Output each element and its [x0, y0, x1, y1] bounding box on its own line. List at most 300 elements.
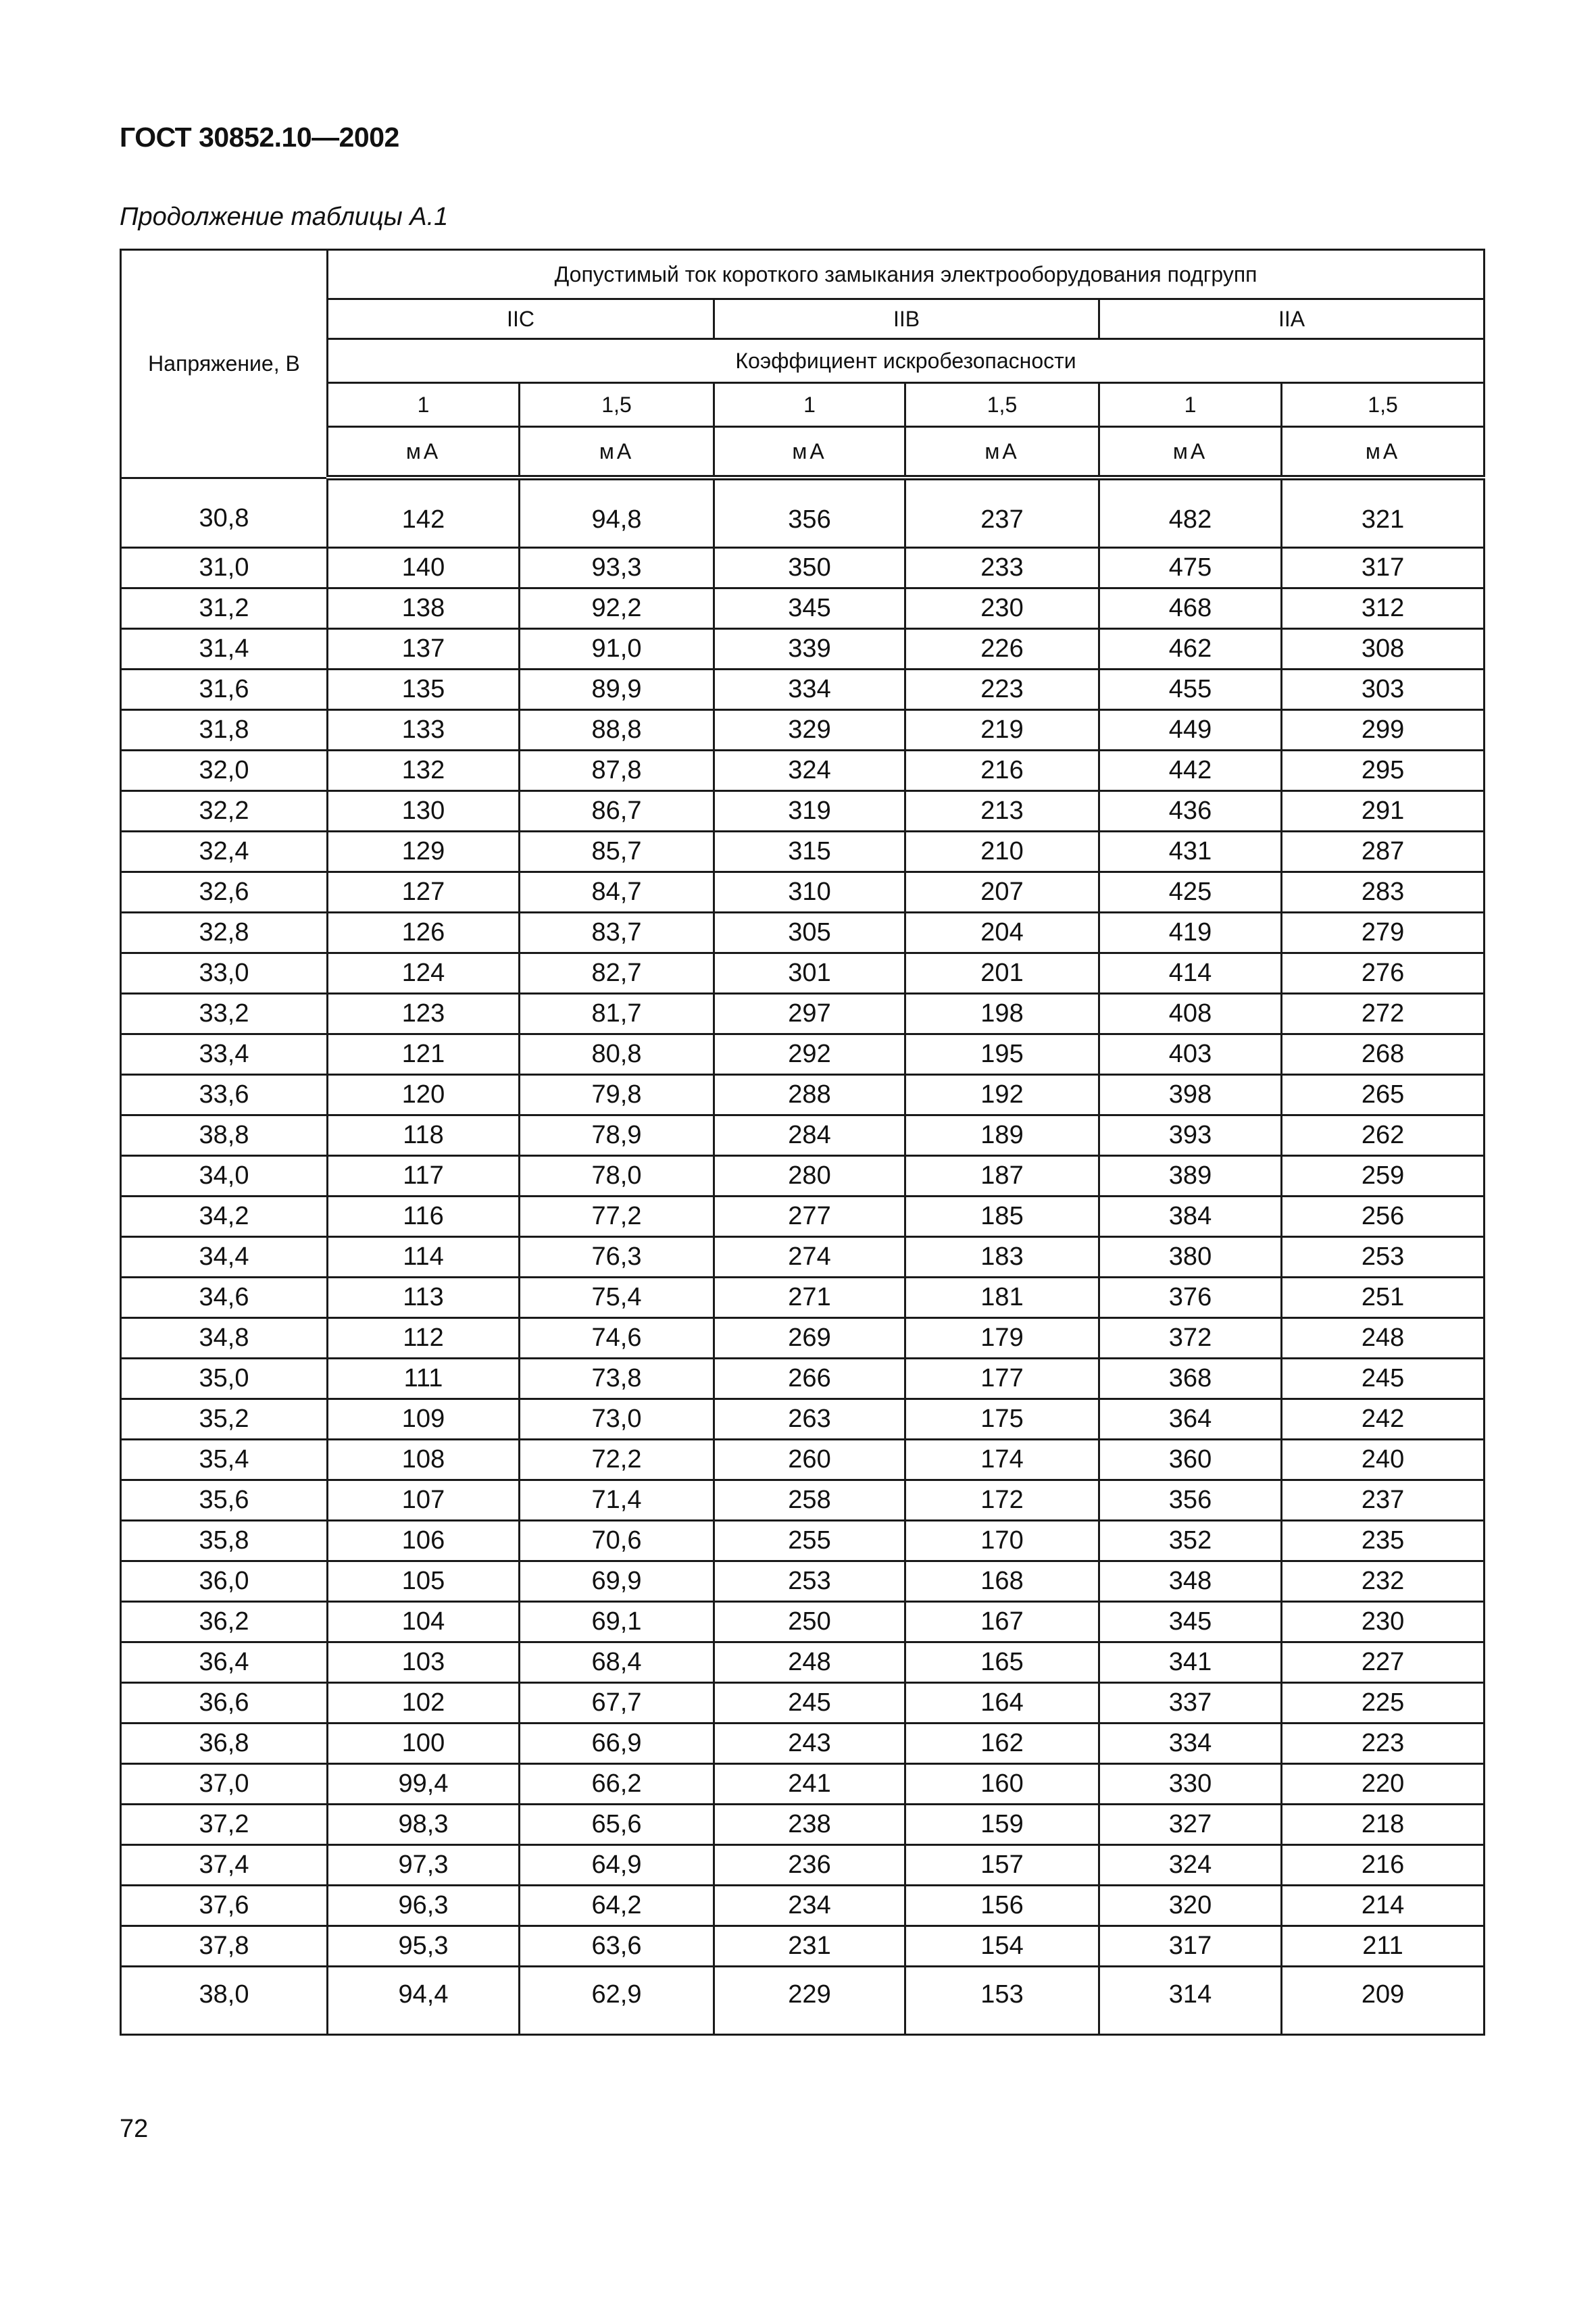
current-cell: 107 [328, 1480, 520, 1521]
current-cell: 68,4 [520, 1642, 714, 1683]
current-cell: 153 [905, 1967, 1099, 2035]
current-cell: 425 [1099, 872, 1282, 913]
current-cell: 185 [905, 1197, 1099, 1237]
current-cell: 121 [328, 1034, 520, 1075]
current-cell: 213 [905, 791, 1099, 832]
table-row [121, 478, 1485, 548]
current-cell: 230 [1282, 1602, 1485, 1642]
table-row [121, 751, 1485, 791]
voltage-cell: 34,6 [121, 1278, 328, 1318]
current-cell: 195 [905, 1034, 1099, 1075]
current-cell: 389 [1099, 1156, 1282, 1197]
current-cell: 449 [1099, 710, 1282, 751]
voltage-cell: 37,6 [121, 1886, 328, 1926]
current-cell: 66,9 [520, 1724, 714, 1764]
current-cell: 269 [714, 1318, 905, 1359]
current-cell: 303 [1282, 670, 1485, 710]
current-cell: 69,9 [520, 1561, 714, 1602]
voltage-cell: 38,8 [121, 1115, 328, 1156]
voltage-cell: 33,4 [121, 1034, 328, 1075]
voltage-header: Напряжение, В [121, 250, 328, 478]
current-cell: 284 [714, 1115, 905, 1156]
voltage-cell: 37,4 [121, 1845, 328, 1886]
current-cell: 214 [1282, 1886, 1485, 1926]
current-cell: 207 [905, 872, 1099, 913]
voltage-cell: 34,0 [121, 1156, 328, 1197]
current-cell: 117 [328, 1156, 520, 1197]
current-cell: 308 [1282, 629, 1485, 670]
current-cell: 352 [1099, 1521, 1282, 1561]
current-cell: 276 [1282, 953, 1485, 994]
voltage-cell: 33,0 [121, 953, 328, 994]
voltage-cell: 32,8 [121, 913, 328, 953]
table-row [121, 832, 1485, 872]
current-cell: 93,3 [520, 548, 714, 588]
current-cell: 265 [1282, 1075, 1485, 1115]
table-row [121, 1926, 1485, 1967]
current-cell: 64,2 [520, 1886, 714, 1926]
voltage-cell: 36,2 [121, 1602, 328, 1642]
current-cell: 120 [328, 1075, 520, 1115]
current-cell: 248 [714, 1642, 905, 1683]
current-cell: 168 [905, 1561, 1099, 1602]
current-cell: 65,6 [520, 1805, 714, 1845]
current-cell: 345 [714, 588, 905, 629]
unit-cell: мА [328, 427, 520, 478]
current-cell: 165 [905, 1642, 1099, 1683]
current-cell: 475 [1099, 548, 1282, 588]
voltage-cell: 38,0 [121, 1967, 328, 2035]
current-cell: 209 [1282, 1967, 1485, 2035]
current-cell: 73,0 [520, 1399, 714, 1440]
current-cell: 339 [714, 629, 905, 670]
table-row [121, 1724, 1485, 1764]
current-cell: 380 [1099, 1237, 1282, 1278]
voltage-cell: 34,2 [121, 1197, 328, 1237]
current-cell: 229 [714, 1967, 905, 2035]
data-table [120, 249, 1485, 2036]
current-cell: 482 [1099, 478, 1282, 548]
coefficient-cell: 1 [714, 383, 905, 427]
current-cell: 231 [714, 1926, 905, 1967]
current-cell: 364 [1099, 1399, 1282, 1440]
current-cell: 251 [1282, 1278, 1485, 1318]
current-cell: 172 [905, 1480, 1099, 1521]
current-cell: 368 [1099, 1359, 1282, 1399]
current-cell: 201 [905, 953, 1099, 994]
current-cell: 220 [1282, 1764, 1485, 1805]
current-cell: 76,3 [520, 1237, 714, 1278]
current-cell: 70,6 [520, 1521, 714, 1561]
table-row [121, 1237, 1485, 1278]
current-cell: 84,7 [520, 872, 714, 913]
current-cell: 245 [1282, 1359, 1485, 1399]
current-cell: 100 [328, 1724, 520, 1764]
current-cell: 89,9 [520, 670, 714, 710]
current-cell: 263 [714, 1399, 905, 1440]
current-cell: 74,6 [520, 1318, 714, 1359]
voltage-cell: 31,0 [121, 548, 328, 588]
current-cell: 334 [714, 670, 905, 710]
current-cell: 164 [905, 1683, 1099, 1724]
voltage-cell: 35,2 [121, 1399, 328, 1440]
current-cell: 398 [1099, 1075, 1282, 1115]
current-cell: 324 [714, 751, 905, 791]
current-cell: 384 [1099, 1197, 1282, 1237]
document-code: ГОСТ 30852.10—2002 [120, 122, 399, 153]
unit-cell: мА [714, 427, 905, 478]
current-cell: 376 [1099, 1278, 1282, 1318]
voltage-cell: 31,2 [121, 588, 328, 629]
current-cell: 243 [714, 1724, 905, 1764]
current-cell: 160 [905, 1764, 1099, 1805]
current-cell: 211 [1282, 1926, 1485, 1967]
voltage-cell: 32,0 [121, 751, 328, 791]
current-cell: 455 [1099, 670, 1282, 710]
current-cell: 177 [905, 1359, 1099, 1399]
current-cell: 348 [1099, 1561, 1282, 1602]
current-cell: 198 [905, 994, 1099, 1034]
current-cell: 419 [1099, 913, 1282, 953]
table-row [121, 548, 1485, 588]
current-cell: 219 [905, 710, 1099, 751]
table-row [121, 1602, 1485, 1642]
table-row [121, 1156, 1485, 1197]
table-row [121, 1359, 1485, 1399]
subgroup-header: IIC [328, 299, 714, 339]
current-cell: 114 [328, 1237, 520, 1278]
current-cell: 280 [714, 1156, 905, 1197]
current-cell: 238 [714, 1805, 905, 1845]
table-row [121, 1440, 1485, 1480]
coefficient-cell: 1,5 [1282, 383, 1485, 427]
current-cell: 403 [1099, 1034, 1282, 1075]
current-cell: 111 [328, 1359, 520, 1399]
current-cell: 175 [905, 1399, 1099, 1440]
table-row [121, 791, 1485, 832]
current-cell: 86,7 [520, 791, 714, 832]
data-table-container [120, 249, 1483, 2036]
current-cell: 312 [1282, 588, 1485, 629]
voltage-cell: 35,4 [121, 1440, 328, 1480]
current-cell: 341 [1099, 1642, 1282, 1683]
current-cell: 277 [714, 1197, 905, 1237]
current-cell: 218 [1282, 1805, 1485, 1845]
current-cell: 310 [714, 872, 905, 913]
table-row [121, 670, 1485, 710]
voltage-cell: 34,8 [121, 1318, 328, 1359]
current-cell: 462 [1099, 629, 1282, 670]
table-row [121, 1197, 1485, 1237]
current-cell: 170 [905, 1521, 1099, 1561]
voltage-cell: 31,4 [121, 629, 328, 670]
current-cell: 88,8 [520, 710, 714, 751]
current-cell: 103 [328, 1642, 520, 1683]
current-cell: 181 [905, 1278, 1099, 1318]
voltage-cell: 36,8 [121, 1724, 328, 1764]
current-cell: 253 [1282, 1237, 1485, 1278]
current-cell: 327 [1099, 1805, 1282, 1845]
current-cell: 442 [1099, 751, 1282, 791]
current-cell: 91,0 [520, 629, 714, 670]
table-row [121, 1115, 1485, 1156]
current-cell: 97,3 [328, 1845, 520, 1886]
current-cell: 112 [328, 1318, 520, 1359]
current-cell: 301 [714, 953, 905, 994]
current-cell: 320 [1099, 1886, 1282, 1926]
unit-cell: мА [1282, 427, 1485, 478]
current-cell: 232 [1282, 1561, 1485, 1602]
current-cell: 253 [714, 1561, 905, 1602]
current-cell: 124 [328, 953, 520, 994]
voltage-cell: 36,6 [121, 1683, 328, 1724]
current-cell: 242 [1282, 1399, 1485, 1440]
table-row [121, 1886, 1485, 1926]
voltage-cell: 33,6 [121, 1075, 328, 1115]
table-row [121, 1034, 1485, 1075]
coefficient-cell: 1,5 [520, 383, 714, 427]
table-row [121, 1967, 1485, 2035]
table-row [121, 1480, 1485, 1521]
current-cell: 324 [1099, 1845, 1282, 1886]
current-cell: 236 [714, 1845, 905, 1886]
current-cell: 157 [905, 1845, 1099, 1886]
current-cell: 210 [905, 832, 1099, 872]
current-cell: 189 [905, 1115, 1099, 1156]
current-cell: 274 [714, 1237, 905, 1278]
current-cell: 106 [328, 1521, 520, 1561]
table-row [121, 710, 1485, 751]
current-cell: 98,3 [328, 1805, 520, 1845]
current-cell: 132 [328, 751, 520, 791]
table-row [121, 1845, 1485, 1886]
current-cell: 192 [905, 1075, 1099, 1115]
current-cell: 95,3 [328, 1926, 520, 1967]
table-row [121, 953, 1485, 994]
current-cell: 258 [714, 1480, 905, 1521]
current-cell: 87,8 [520, 751, 714, 791]
table-row [121, 872, 1485, 913]
table-row [121, 588, 1485, 629]
voltage-cell: 35,6 [121, 1480, 328, 1521]
current-cell: 468 [1099, 588, 1282, 629]
current-cell: 127 [328, 872, 520, 913]
current-cell: 297 [714, 994, 905, 1034]
current-cell: 259 [1282, 1156, 1485, 1197]
current-cell: 279 [1282, 913, 1485, 953]
table-row [121, 1805, 1485, 1845]
current-cell: 240 [1282, 1440, 1485, 1480]
coefficient-cell: 1,5 [905, 383, 1099, 427]
current-cell: 154 [905, 1926, 1099, 1967]
table-row [121, 913, 1485, 953]
table-row [121, 629, 1485, 670]
current-cell: 256 [1282, 1197, 1485, 1237]
current-cell: 287 [1282, 832, 1485, 872]
current-cell: 80,8 [520, 1034, 714, 1075]
current-cell: 292 [714, 1034, 905, 1075]
current-cell: 436 [1099, 791, 1282, 832]
current-cell: 183 [905, 1237, 1099, 1278]
current-cell: 138 [328, 588, 520, 629]
table-row [121, 1642, 1485, 1683]
current-cell: 75,4 [520, 1278, 714, 1318]
current-cell: 315 [714, 832, 905, 872]
current-cell: 85,7 [520, 832, 714, 872]
current-cell: 102 [328, 1683, 520, 1724]
current-cell: 235 [1282, 1521, 1485, 1561]
current-cell: 283 [1282, 872, 1485, 913]
current-cell: 334 [1099, 1724, 1282, 1764]
voltage-cell: 33,2 [121, 994, 328, 1034]
current-cell: 431 [1099, 832, 1282, 872]
current-cell: 330 [1099, 1764, 1282, 1805]
current-cell: 345 [1099, 1602, 1282, 1642]
current-cell: 295 [1282, 751, 1485, 791]
current-cell: 227 [1282, 1642, 1485, 1683]
voltage-cell: 37,8 [121, 1926, 328, 1967]
current-cell: 317 [1099, 1926, 1282, 1967]
current-cell: 187 [905, 1156, 1099, 1197]
current-cell: 104 [328, 1602, 520, 1642]
current-cell: 288 [714, 1075, 905, 1115]
voltage-cell: 31,6 [121, 670, 328, 710]
current-cell: 237 [905, 478, 1099, 548]
current-cell: 96,3 [328, 1886, 520, 1926]
current-cell: 329 [714, 710, 905, 751]
current-header: Допустимый ток короткого замыкания электрооборудования подгрупп [328, 250, 1485, 299]
current-cell: 81,7 [520, 994, 714, 1034]
current-cell: 356 [1099, 1480, 1282, 1521]
table-header [121, 250, 1485, 478]
current-cell: 94,8 [520, 478, 714, 548]
unit-cell: мА [520, 427, 714, 478]
current-cell: 62,9 [520, 1967, 714, 2035]
current-cell: 77,2 [520, 1197, 714, 1237]
current-cell: 78,9 [520, 1115, 714, 1156]
current-cell: 223 [905, 670, 1099, 710]
current-cell: 372 [1099, 1318, 1282, 1359]
current-cell: 63,6 [520, 1926, 714, 1967]
coefficient-cell: 1 [328, 383, 520, 427]
current-cell: 237 [1282, 1480, 1485, 1521]
current-cell: 356 [714, 478, 905, 548]
current-cell: 113 [328, 1278, 520, 1318]
current-cell: 414 [1099, 953, 1282, 994]
table-row [121, 1075, 1485, 1115]
voltage-cell: 34,4 [121, 1237, 328, 1278]
current-cell: 223 [1282, 1724, 1485, 1764]
current-cell: 241 [714, 1764, 905, 1805]
table-row [121, 1278, 1485, 1318]
current-cell: 140 [328, 548, 520, 588]
table-row [121, 1561, 1485, 1602]
current-cell: 337 [1099, 1683, 1282, 1724]
current-cell: 248 [1282, 1318, 1485, 1359]
current-cell: 234 [714, 1886, 905, 1926]
current-cell: 72,2 [520, 1440, 714, 1480]
current-cell: 291 [1282, 791, 1485, 832]
current-cell: 156 [905, 1886, 1099, 1926]
current-cell: 262 [1282, 1115, 1485, 1156]
current-cell: 350 [714, 548, 905, 588]
current-cell: 271 [714, 1278, 905, 1318]
page-number: 72 [120, 2115, 149, 2143]
voltage-cell: 30,8 [121, 478, 328, 548]
current-cell: 408 [1099, 994, 1282, 1034]
current-cell: 79,8 [520, 1075, 714, 1115]
current-cell: 108 [328, 1440, 520, 1480]
voltage-cell: 31,8 [121, 710, 328, 751]
voltage-cell: 36,0 [121, 1561, 328, 1602]
current-cell: 393 [1099, 1115, 1282, 1156]
current-cell: 266 [714, 1359, 905, 1399]
unit-cell: мА [905, 427, 1099, 478]
current-cell: 272 [1282, 994, 1485, 1034]
current-cell: 105 [328, 1561, 520, 1602]
current-cell: 123 [328, 994, 520, 1034]
table-row [121, 1318, 1485, 1359]
table-row [121, 1683, 1485, 1724]
current-cell: 174 [905, 1440, 1099, 1480]
current-cell: 92,2 [520, 588, 714, 629]
subgroup-header: IIB [714, 299, 1099, 339]
current-cell: 130 [328, 791, 520, 832]
table-row [121, 994, 1485, 1034]
unit-cell: мА [1099, 427, 1282, 478]
current-cell: 216 [1282, 1845, 1485, 1886]
current-cell: 299 [1282, 710, 1485, 751]
voltage-cell: 32,2 [121, 791, 328, 832]
current-cell: 129 [328, 832, 520, 872]
current-cell: 216 [905, 751, 1099, 791]
voltage-cell: 35,8 [121, 1521, 328, 1561]
current-cell: 137 [328, 629, 520, 670]
current-cell: 233 [905, 548, 1099, 588]
current-cell: 230 [905, 588, 1099, 629]
current-cell: 360 [1099, 1440, 1282, 1480]
current-cell: 159 [905, 1805, 1099, 1845]
current-cell: 69,1 [520, 1602, 714, 1642]
current-cell: 135 [328, 670, 520, 710]
current-cell: 71,4 [520, 1480, 714, 1521]
coefficient-header: Коэффициент искробезопасности [328, 339, 1485, 383]
voltage-cell: 35,0 [121, 1359, 328, 1399]
voltage-cell: 32,6 [121, 872, 328, 913]
voltage-cell: 37,0 [121, 1764, 328, 1805]
current-cell: 142 [328, 478, 520, 548]
current-cell: 126 [328, 913, 520, 953]
table-row [121, 1764, 1485, 1805]
current-cell: 305 [714, 913, 905, 953]
current-cell: 162 [905, 1724, 1099, 1764]
current-cell: 260 [714, 1440, 905, 1480]
current-cell: 94,4 [328, 1967, 520, 2035]
current-cell: 118 [328, 1115, 520, 1156]
current-cell: 67,7 [520, 1683, 714, 1724]
table-row [121, 1521, 1485, 1561]
current-cell: 109 [328, 1399, 520, 1440]
current-cell: 82,7 [520, 953, 714, 994]
voltage-cell: 37,2 [121, 1805, 328, 1845]
current-cell: 250 [714, 1602, 905, 1642]
current-cell: 99,4 [328, 1764, 520, 1805]
current-cell: 116 [328, 1197, 520, 1237]
current-cell: 204 [905, 913, 1099, 953]
current-cell: 268 [1282, 1034, 1485, 1075]
current-cell: 319 [714, 791, 905, 832]
current-cell: 314 [1099, 1967, 1282, 2035]
